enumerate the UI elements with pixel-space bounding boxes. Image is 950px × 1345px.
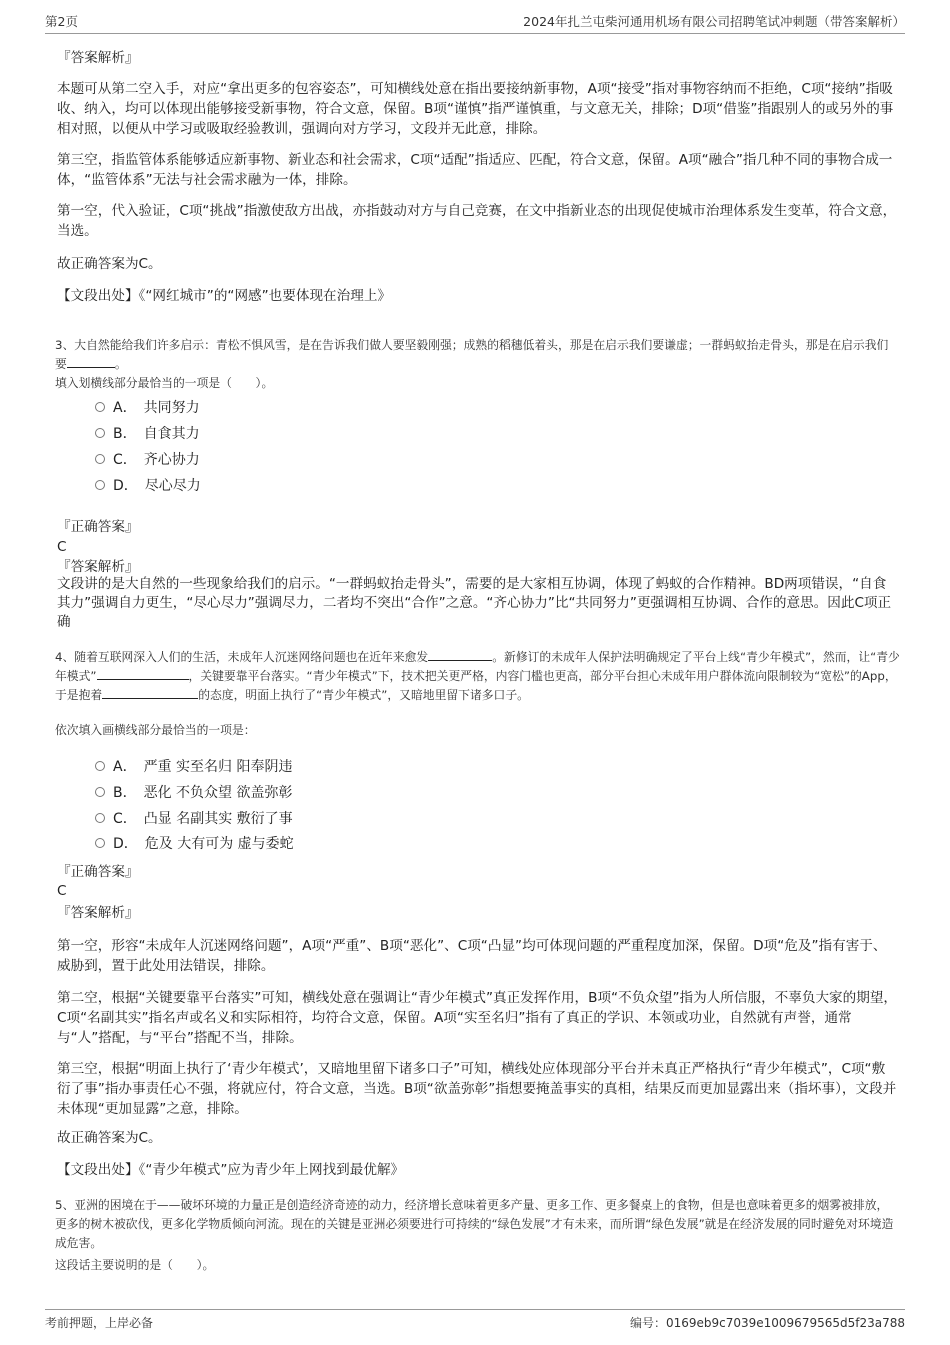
- q2-conclusion: 故正确答案为C。: [57, 256, 162, 272]
- document-id: 编号：0169eb9c7039e1009679565d5f23a788: [629, 1316, 905, 1330]
- q4-blank-1: [428, 648, 492, 661]
- q4-analysis-p3: 第三空，根据“明面上执行了‘青少年模式’，又暗地里留下诸多口子”可知，横线处应体现部分平台并未真正严格执行“青少年模式”，C项“敷衍了事”指办事责任心不强，将就应付，符合文意，当选。B项“欲盖弥彰”指想要掩盖事实的真相，结果反而更加显露出来（指坏事），文段并未体现“更加显露”之意，排除。: [57, 1061, 897, 1117]
- header-divider: [45, 33, 905, 34]
- q4-analysis-p2: 第二空，根据“关键要靠平台落实”可知，横线处意在强调让“青少年模式”真正发挥作用，B项“不负众望”指为人所信服，不辜负大家的期望，C项“名副其实”指名声或名义和实际相符，均符合文意，保留。A项“实至名归”指有了真正的学识、本领或功业，自然就有声誉，通常与“人”搭配，与“平台”搭配不当，排除。: [57, 990, 898, 1046]
- q4-option-d[interactable]: D． 危及 大有可为 虚与委蛇: [95, 834, 294, 854]
- q3-option-c[interactable]: C． 齐心协力: [95, 450, 200, 470]
- document-title: 2024年扎兰屯柴河通用机场有限公司招聘笔试冲刺题（带答案解析）: [523, 14, 905, 29]
- q3-stem: 3、大自然能给我们许多启示：青松不惧风雪，是在告诉我们做人要坚毅刚强；成熟的稻穗低着头，那是在启示我们要谦虚；一群蚂蚁抬走骨头，那是在启示我们要 。: [55, 338, 889, 371]
- q3-answer-label: 『正确答案』: [57, 519, 139, 535]
- q2-analysis-p1: 本题可从第二空入手，对应“拿出更多的包容姿态”，可知横线处意在指出要接纳新事物，A项“接受”指对事物容纳而不拒绝，C项“接纳”指吸收、纳入，均可以体现出能够接受新事物，符合文意，保留。B项“谨慎”指严谨慎重，与文意无关，排除；D项“借鉴”指跟别人的或另外的事相对照，以便从中学习或吸取经验教训，强调向对方学习，文段并无此意，排除。: [57, 81, 894, 137]
- radio-icon[interactable]: [95, 761, 105, 771]
- q3-analysis: 文段讲的是大自然的一些现象给我们的启示。“一群蚂蚁抬走骨头”，需要的是大家相互协调，体现了蚂蚁的合作精神。BD两项错误，“自食其力”强调自力更生，“尽心尽力”强调尽力，二者均不突出“合作”之意。“齐心协力”比“共同努力”更强调相互协调、合作的意思。因此C项正确: [57, 576, 892, 630]
- page-number: 第2页: [45, 14, 78, 29]
- radio-icon[interactable]: [95, 428, 105, 438]
- q3-analysis-label: 『答案解析』: [57, 559, 139, 575]
- q4-analysis-p1: 第一空，形容“未成年人沉迷网络问题”，A项“严重”、B项“恶化”、C项“凸显”均可体现问题的严重程度加深，保留。D项“危及”指有害于、威胁到，置于此处用法错误，排除。: [57, 938, 887, 974]
- radio-icon[interactable]: [95, 402, 105, 412]
- radio-icon[interactable]: [95, 813, 105, 823]
- q3-blank: [67, 355, 115, 368]
- q4-option-c[interactable]: C． 凸显 名副其实 敷衍了事: [95, 809, 293, 829]
- radio-icon[interactable]: [95, 838, 105, 848]
- q3-answer: C: [57, 539, 67, 555]
- footer-divider: [45, 1309, 905, 1310]
- radio-icon[interactable]: [95, 787, 105, 797]
- q4-analysis-label: 『答案解析』: [57, 905, 139, 921]
- q2-analysis-p3: 第一空，代入验证，C项“挑战”指激使敌方出战，亦指鼓动对方与自己竞赛，在文中指新业态的出现促使城市治理体系发生变革，符合文意，当选。: [57, 203, 897, 239]
- q4-blank-3: [102, 686, 198, 699]
- q4-instruction: 依次填入画横线部分最恰当的一项是：: [55, 723, 256, 737]
- q2-analysis-label: 『答案解析』: [57, 50, 139, 66]
- q5-instruction: 这段话主要说明的是（ ）。: [55, 1258, 215, 1272]
- q4-answer: C: [57, 883, 67, 899]
- q2-source: 【文段出处】《“网红城市”的“网感”也要体现在治理上》: [57, 288, 392, 304]
- q4-blank-2: [97, 667, 189, 680]
- q5-stem: 5、亚洲的困境在于——破坏环境的力量正是创造经济奇迹的动力，经济增长意味着更多产量、更多工作、更多餐桌上的食物，但是也意味着更多的烟雾被排放，更多的树木被砍伐，更多化学物质倾向河流。现在的关键是亚洲必须要进行可持续的“绿色发展”才有未来，而所谓“绿色发展”就是在经济发展的同时避免对环境造成危害。: [55, 1198, 894, 1250]
- q4-option-b[interactable]: B． 恶化 不负众望 欲盖弥彰: [95, 783, 293, 803]
- q4-source: 【文段出处】《“青少年模式”应为青少年上网找到最优解》: [57, 1162, 405, 1178]
- footer-slogan: 考前押题，上岸必备: [45, 1316, 154, 1330]
- q3-option-b[interactable]: B． 自食其力: [95, 424, 200, 444]
- radio-icon[interactable]: [95, 480, 105, 490]
- radio-icon[interactable]: [95, 454, 105, 464]
- q2-analysis-p2: 第三空，指监管体系能够适应新事物、新业态和社会需求，C项“适配”指适应、匹配，符合文意，保留。A项“融合”指几种不同的事物合成一体，“监管体系”无法与社会需求融为一体，排除。: [57, 152, 893, 188]
- q4-option-a[interactable]: A． 严重 实至名归 阳奉阴违: [95, 757, 292, 777]
- q3-instruction: 填入划横线部分最恰当的一项是（ ）。: [55, 376, 274, 390]
- q4-stem: 4、随着互联网深入人们的生活，未成年人沉迷网络问题也在近年来愈发 。新修订的未成年人保护法明确规定了平台上线“青少年模式”，然而，让“青少年模式” ，关键要靠平台落实。“青少年模式”下，技术把关更严格，内容门槛也更高，部分平台担心未成年用户群体流向限制较为“宽松”的App，于是抱着 的态度，明面上执行了“青少年模式”，又暗地里留下诸多口子。: [55, 650, 900, 702]
- q4-answer-label: 『正确答案』: [57, 864, 139, 880]
- q4-conclusion: 故正确答案为C。: [57, 1130, 162, 1146]
- q3-option-d[interactable]: D． 尽心尽力: [95, 476, 201, 496]
- q3-option-a[interactable]: A． 共同努力: [95, 398, 200, 418]
